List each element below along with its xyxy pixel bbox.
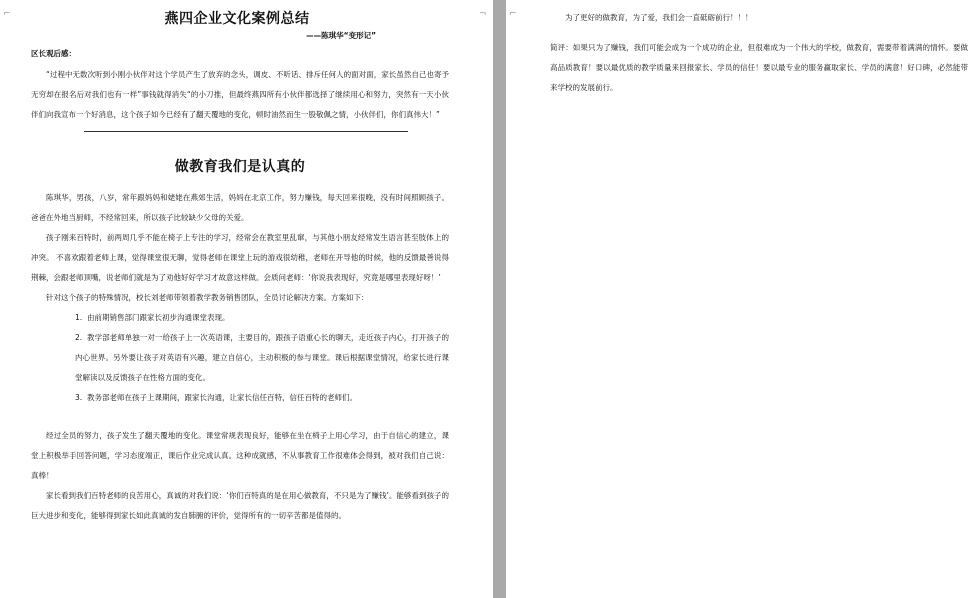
list-item	[75, 328, 449, 388]
body-paragraph: 针对这个孩子的特殊情况，校长刘老师带领着教学教务销售团队，全员讨论解决方案。方案如下：	[46, 293, 369, 302]
list-item-number: 3.	[75, 393, 83, 402]
body-paragraph: 家长看到我们百特老师的良苦用心，真诚的对我们说：‘你们百特真的是在用心做教育，不只是为了赚钱’。能够看到孩子的巨大进步和变化，能够得到家长如此真诚的发自肺腑的评价，觉得所有的一切辛苦都是值得的。	[31, 491, 449, 520]
list-item-number: 1.	[75, 313, 83, 322]
list-item	[75, 308, 449, 328]
list-item-text: 教务部老师在孩子上课期间，跟家长沟通，让家长信任百特，信任百特的老师们。	[87, 393, 357, 402]
commentary-paragraph: 简评：如果只为了赚钱，我们可能会成为一个成功的企业，但很难成为一个伟大的学校，做教育，需要带着满满的情怀。要做高品质教育！要以最优质的教学质量来回报家长、学员的信任！要以最专业的服务赢取家长、学员的满意！好口碑，必然能带来学校的发展前行。	[550, 43, 968, 92]
list-item-text: 教学部老师单独一对一给孩子上一次英语课，主要目的，跟孩子语重心长的聊天，走近孩子内心，打开孩子的内心世界。另外要让孩子对英语有兴趣，建立自信心，主动积极的参与课堂。课后根据课堂情况，给家长进行课堂解读以及反馈孩子在性格方面的变化。	[75, 333, 449, 382]
corner-crop-mark: ¬	[479, 9, 487, 19]
body-paragraph: 孩子刚来百特时，前两周几乎不能在椅子上专注的学习，经常会在教室里乱窜，与其他小朋友经常发生语言甚至肢体上的冲突。 不喜欢跟着老师上课，觉得课堂很无聊，觉得老师在课堂上玩的游戏很幼稚，老师在开导他的时候，他的反馈最善说得荆棘，会跟老师顶嘴，说老师们就是为了劝他好好学习才故意这样做。会质问老师：‘你说我表现好，究竟是哪里表现好呀！’	[31, 233, 449, 282]
list-item-text: 由前期销售部门跟家长初步沟通课堂表现。	[87, 313, 230, 322]
closing-line: 为了更好的做教育，为了爱，我们会一直砥砺前行！！！	[565, 13, 753, 22]
body-paragraph: 经过全员的努力，孩子发生了翻天覆地的变化。课堂常规表现良好，能够在坐在椅子上用心学习，由于自信心的建立，课堂上积极举手回答问题，学习态度端正，课后作业完成认真。这种成就感，不从事教育工作很难体会得到，被对我们自己说：真棒！	[31, 431, 449, 480]
document-title: 燕四企业文化案例总结	[164, 11, 310, 27]
body-paragraph: 陈琪华，男孩，八岁，常年跟妈妈和姥姥在燕郊生活，妈妈在北京工作，努力赚钱，每天回来很晚，没有时间照顾孩子。爸爸在外地当厨师，不经常回来，所以孩子比较缺少父母的关爱。	[31, 193, 449, 222]
page-content[interactable]	[550, 8, 968, 98]
page-gutter	[493, 0, 506, 598]
byline: ——陈琪华“变形记”	[306, 31, 376, 40]
section-title: 做教育我们是认真的	[174, 159, 306, 175]
document-page-right	[506, 0, 980, 598]
page-content[interactable]	[31, 8, 449, 526]
principal-paragraph: “过程中无数次听到小刚小伙伴对这个学员产生了放弃的念头，调皮、不听话、排斥任何人的面对面，家长虽然自己也寄予无穷却在报名后对我们也有一样”事钱就得消失“的小刀推，但最终燕四所有小伙伴都选择了继续用心和努力，突然有一天小伙伴们向我宣布一个好消息，这个孩子如今已经有了翻天覆地的变化，顿时油然而生一股敬佩之情，小伙伴们，你们真伟大！”	[31, 70, 449, 119]
corner-crop-mark: ⌐	[509, 9, 517, 19]
principal-heading: 区长观后感：	[31, 49, 76, 58]
list-item-number: 2.	[75, 333, 83, 342]
corner-crop-mark: ⌐	[3, 9, 11, 19]
list-item	[75, 388, 449, 408]
